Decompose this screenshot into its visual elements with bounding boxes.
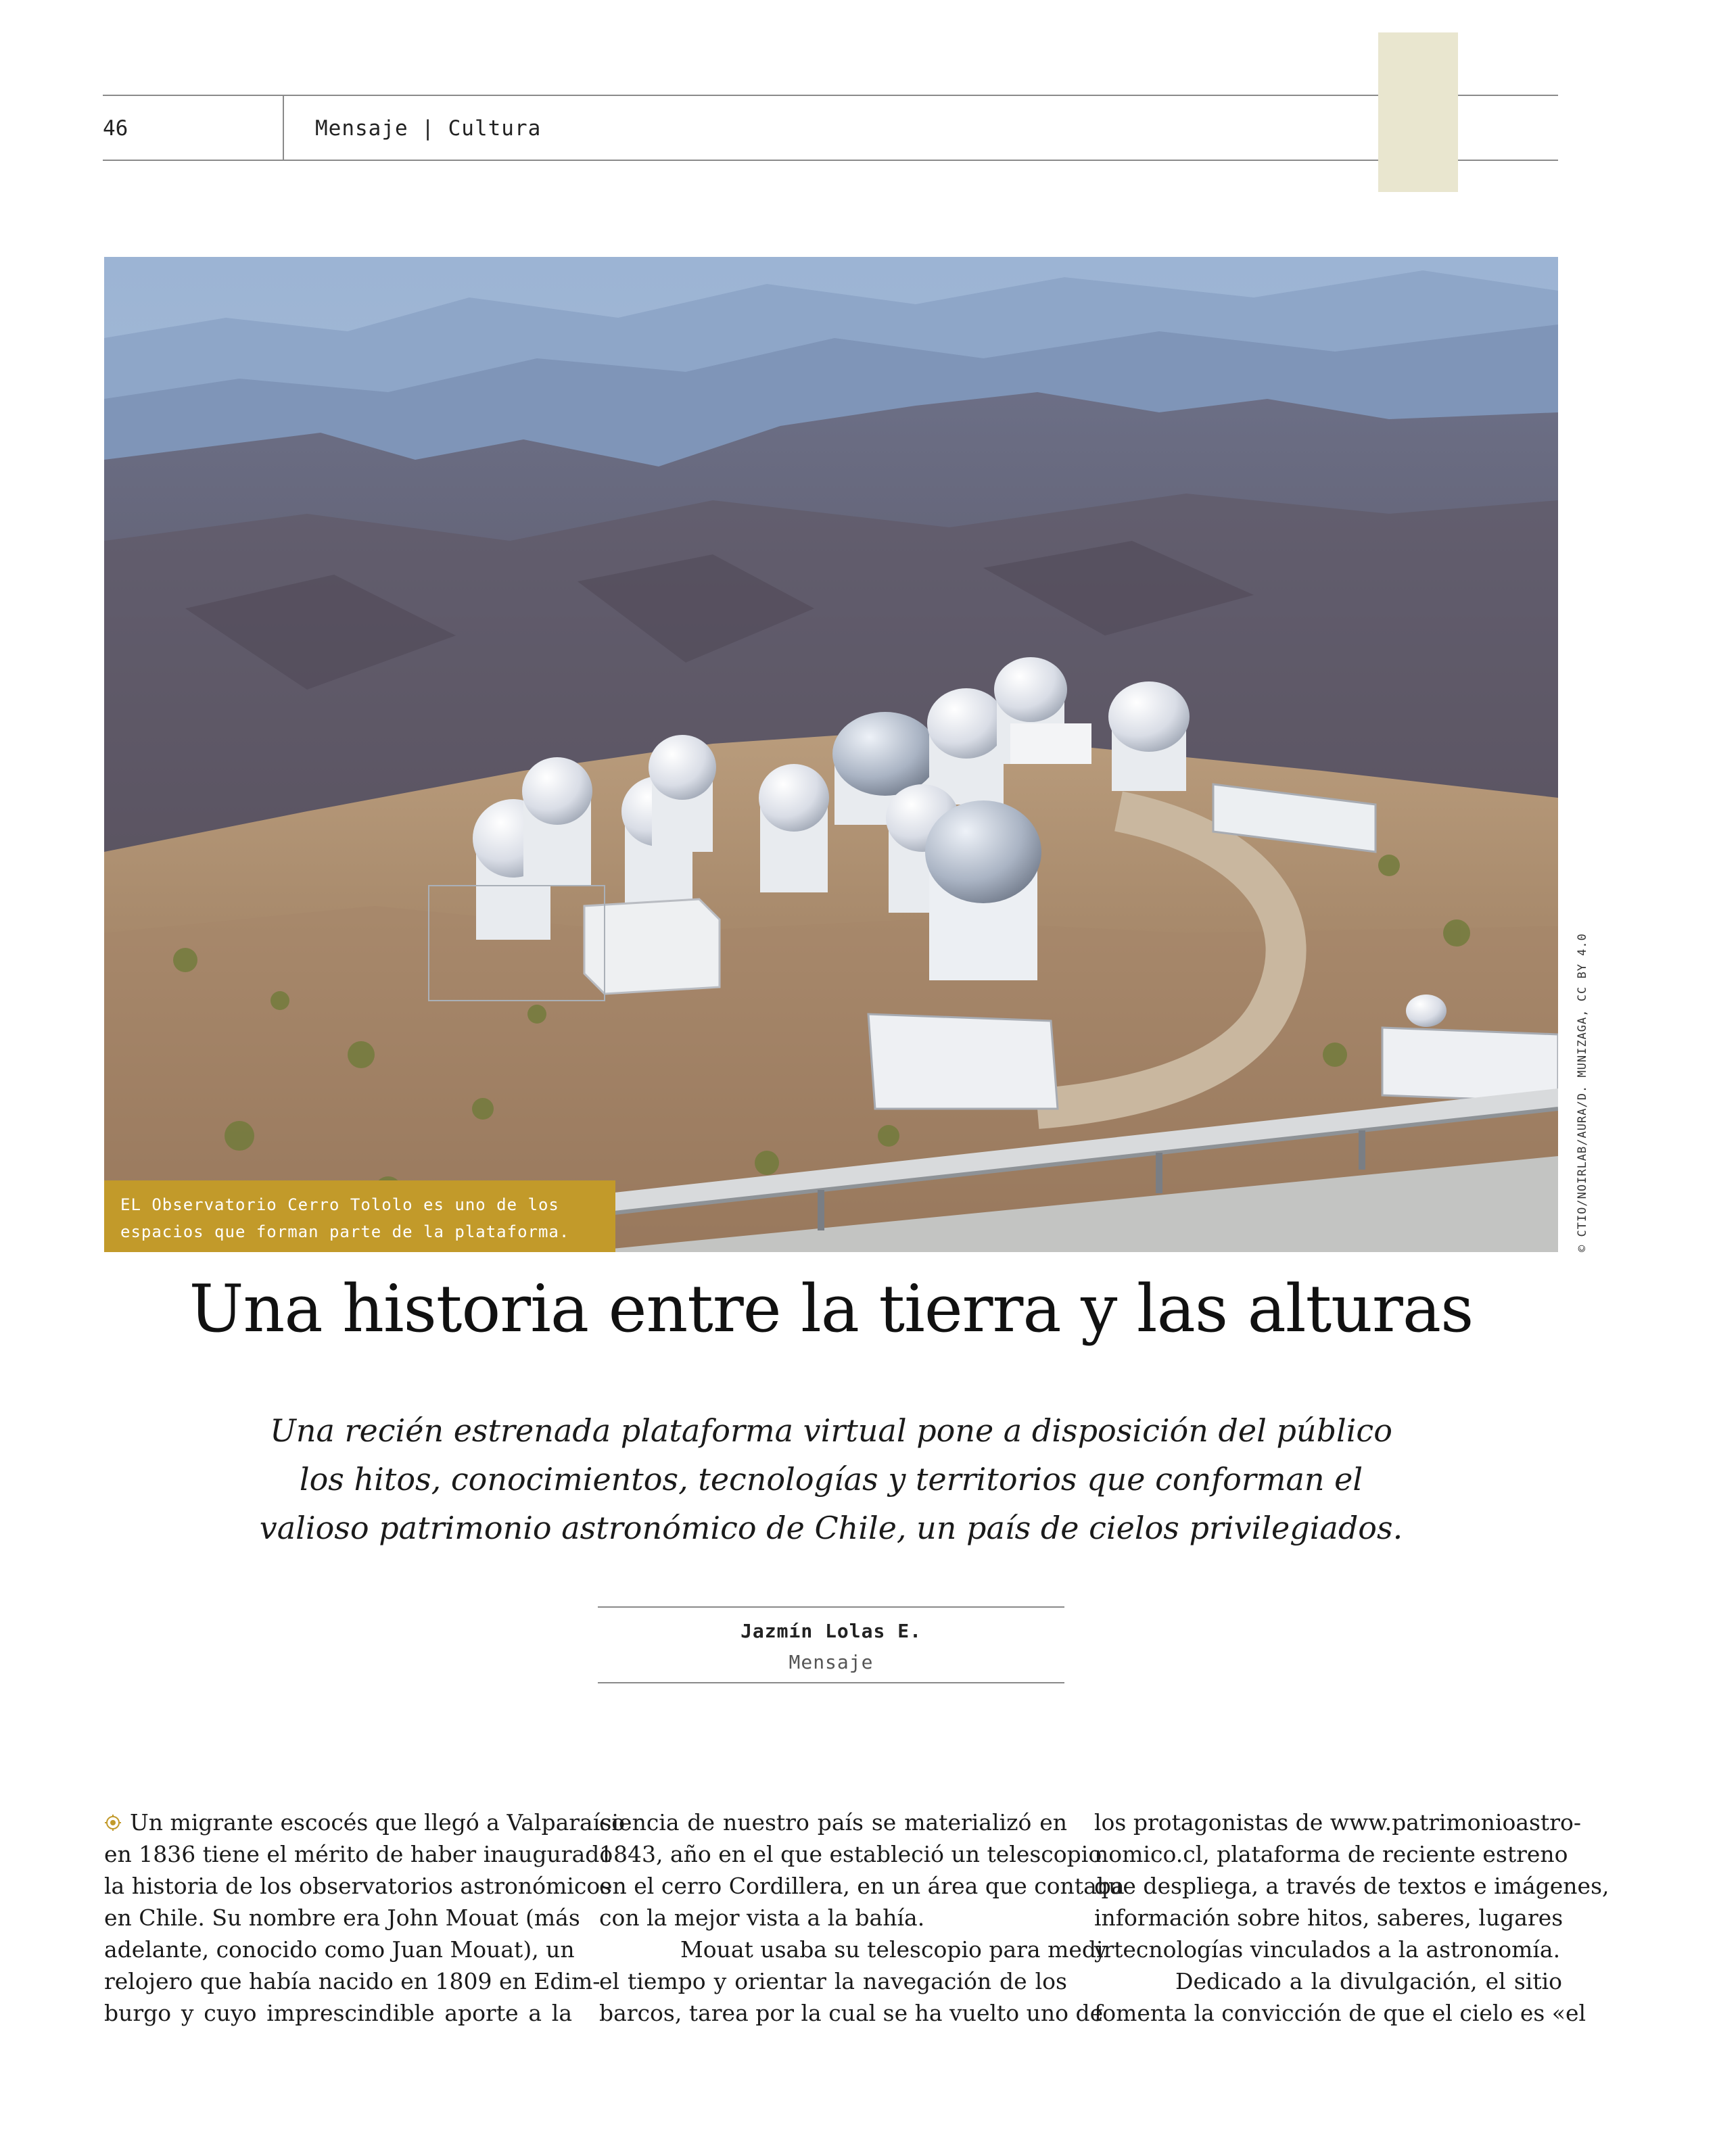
body-line: nomico.cl, plataforma de reciente estreno (1094, 1841, 1568, 1867)
article-title: Una historia entre la tierra y las alturas (189, 1271, 1474, 1347)
body-column-2 (599, 1806, 1125, 2029)
caption-line: espacios que forman parte de la plataforma. (120, 1222, 570, 1241)
body-line: la historia de los observatorios astronómicos (104, 1873, 612, 1899)
body-column-3 (1094, 1806, 1609, 2029)
body-line: con la mejor vista a la bahía. (599, 1905, 925, 1931)
article-lead (172, 1406, 1490, 1552)
byline-rule-bottom (598, 1682, 1064, 1683)
body-line: fomenta la convicción de que el cielo es «el (1094, 2000, 1586, 2026)
body-line: Dedicado a la divulgación, el sitio (1175, 1968, 1562, 1994)
body-line: que despliega, a través de textos e imágenes, (1094, 1873, 1609, 1899)
photo-credit: © CTIO/NOIRLAB/AURA/D. MUNIZAGA, CC BY 4.0 (1576, 933, 1589, 1252)
body-column-1 (104, 1806, 626, 2029)
sun-ornament-icon (104, 1814, 122, 1831)
author-outlet: Mensaje (789, 1651, 874, 1673)
body-line-first (104, 1806, 626, 1838)
header-divider (283, 96, 284, 160)
header-rule-top (103, 95, 1558, 96)
body-line: el tiempo y orientar la navegación de los (599, 1968, 1067, 1994)
photo-caption (104, 1180, 615, 1252)
section-tab (1378, 32, 1458, 192)
body-line: adelante, conocido como Juan Mouat), un (104, 1936, 575, 1963)
body-line: y tecnologías vinculados a la astronomía. (1094, 1936, 1561, 1963)
body-line-text: Un migrante escocés que llegó a Valparaíso (130, 1809, 626, 1836)
caption-line: EL Observatorio Cerro Tololo es uno de los (120, 1195, 559, 1214)
body-line: información sobre hitos, saberes, lugares (1094, 1905, 1563, 1931)
body-line: Mouat usaba su telescopio para medir (680, 1936, 1114, 1963)
page-number: 46 (103, 116, 128, 141)
body-line: 1843, año en el que estableció un telescopio (599, 1841, 1102, 1867)
lead-line: los hitos, conocimientos, tecnologías y territorios que conforman el (299, 1461, 1363, 1498)
author-name: Jazmín Lolas E. (740, 1620, 922, 1642)
lead-line: Una recién estrenada plataforma virtual pone a disposición del público (270, 1412, 1392, 1449)
header-rule-bottom (103, 160, 1558, 161)
section-label: Mensaje | Cultura (315, 116, 542, 141)
body-line: ciencia de nuestro país se materializó en (599, 1809, 1067, 1836)
byline-rule-top (598, 1606, 1064, 1608)
body-line: barcos, tarea por la cual se ha vuelto uno de (599, 2000, 1104, 2026)
body-line: en Chile. Su nombre era John Mouat (más (104, 1905, 580, 1931)
observatory-photo (104, 257, 1558, 1252)
body-line: los protagonistas de www.patrimonioastro- (1094, 1809, 1581, 1836)
lead-line: valioso patrimonio astronómico de Chile, un país de cielos privilegiados. (259, 1510, 1403, 1546)
body-line: en 1836 tiene el mérito de haber inaugurado (104, 1841, 613, 1867)
body-line: relojero que había nacido en 1809 en Edim- (104, 1968, 601, 1994)
body-line: burgo y cuyo imprescindible aporte a la (104, 2000, 572, 2026)
body-line: en el cerro Cordillera, en un área que contaba (599, 1873, 1125, 1899)
